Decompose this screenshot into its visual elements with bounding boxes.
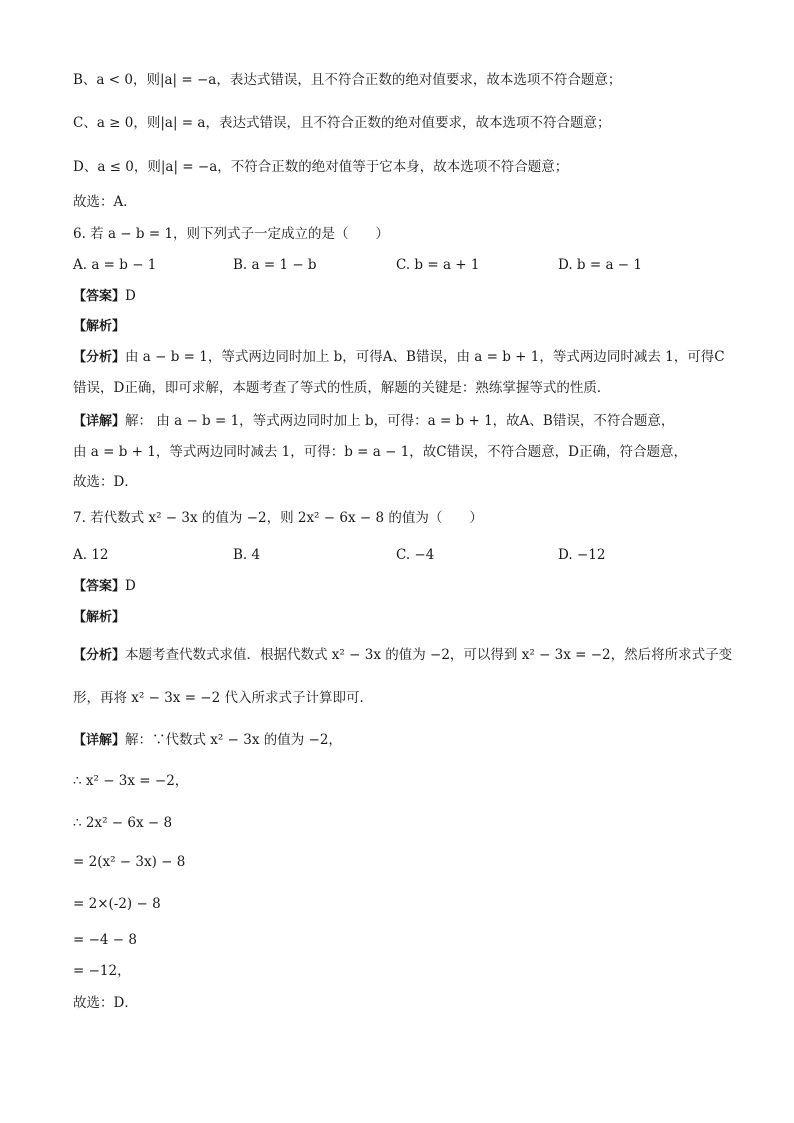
q6-option-d: D. b = a − 1: [558, 257, 642, 273]
q6-stem: 6. 若 a − b = 1，则下列式子一定成立的是（ ）: [73, 226, 390, 242]
q7-fenxi-line-2: 形，再将 x² − 3x = −2 代入所求式子计算即可．: [73, 690, 373, 706]
q6-option-b: B. a = 1 − b: [233, 257, 317, 273]
analysis-tag: 【解析】: [73, 319, 126, 334]
xiangjie-tag: 【详解】: [73, 733, 126, 748]
q6-option-a: A. a = b − 1: [73, 257, 157, 273]
fenxi-text: 由 a − b = 1，等式两边同时加上 b，可得A、B错误，由 a = b + 1，等式两边同时减去 1，可得C: [125, 349, 725, 365]
fenxi-text: 本题考查代数式求值．根据代数式 x² − 3x 的值为 −2，可以得到 x² − 3x = −2，然后将所求式子变: [125, 647, 733, 663]
answer-tag: 【答案】: [73, 579, 126, 594]
q6-fenxi-line-2: 错误，D正确，即可求解，本题考查了等式的性质，解题的关键是：熟练掌握等式的性质．: [73, 380, 611, 396]
q7-step-5: = 2×(-2) − 8: [73, 896, 161, 912]
q6-analysis-heading: [73, 316, 125, 337]
q6-fenxi-line-1: [73, 347, 725, 368]
analysis-tag: 【解析】: [73, 610, 126, 625]
fenxi-tag: 【分析】: [73, 648, 126, 663]
prev-explanation-c: C、a ≥ 0，则|a| = a，表达式错误，且不符合正数的绝对值要求，故本选项不符合题意；: [73, 115, 611, 131]
q7-option-d: D. −12: [558, 547, 606, 563]
q7-step-7: = −12，: [73, 963, 131, 979]
q7-option-c: C. −4: [396, 547, 435, 563]
q7-step-6: = −4 − 8: [73, 932, 137, 948]
q7-answer: [73, 576, 136, 597]
prev-explanation-d: D、a ≤ 0，则|a| = −a，不符合正数的绝对值等于它本身，故本选项不符合题意；: [73, 159, 569, 175]
q6-conclusion: 故选：D．: [73, 474, 138, 490]
q6-xiangjie-line-2: 由 a = b + 1，等式两边同时减去 1，可得：b = a − 1，故C错误，不符合题意，D正确，符合题意，: [73, 444, 687, 460]
q7-step-4: = 2(x² − 3x) − 8: [73, 854, 186, 870]
q7-conclusion: 故选：D．: [73, 995, 138, 1011]
q6-option-c: C. b = a + 1: [396, 257, 480, 273]
q7-stem: 7. 若代数式 x² − 3x 的值为 −2，则 2x² − 6x − 8 的值为（ ）: [73, 510, 483, 526]
q6-answer: [73, 286, 136, 307]
answer-value: D: [125, 288, 136, 304]
prev-explanation-b: B、a < 0，则|a| = −a，表达式错误，且不符合正数的绝对值要求，故本选项不符合题意；: [73, 72, 622, 88]
q7-step-2: ∴ x² − 3x = −2，: [73, 773, 189, 789]
q7-option-a: A. 12: [73, 547, 109, 563]
xiangjie-text: 解： 由 a − b = 1，等式两边同时加上 b，可得：a = b + 1，故A、B错误，不符合题意，: [125, 413, 675, 429]
answer-value: D: [125, 578, 136, 594]
q7-option-b: B. 4: [233, 547, 261, 563]
q6-xiangjie-line-1: [73, 411, 674, 432]
q7-analysis-heading: [73, 607, 125, 628]
q7-xiangjie-line-1: [73, 730, 342, 751]
xiangjie-tag: 【详解】: [73, 414, 126, 429]
answer-tag: 【答案】: [73, 289, 126, 304]
q7-fenxi-line-1: [73, 645, 732, 666]
prev-conclusion: 故选：A．: [73, 194, 137, 210]
step-text: 解：∵代数式 x² − 3x 的值为 −2，: [125, 732, 342, 748]
fenxi-tag: 【分析】: [73, 350, 126, 365]
q7-step-3: ∴ 2x² − 6x − 8: [73, 815, 173, 831]
